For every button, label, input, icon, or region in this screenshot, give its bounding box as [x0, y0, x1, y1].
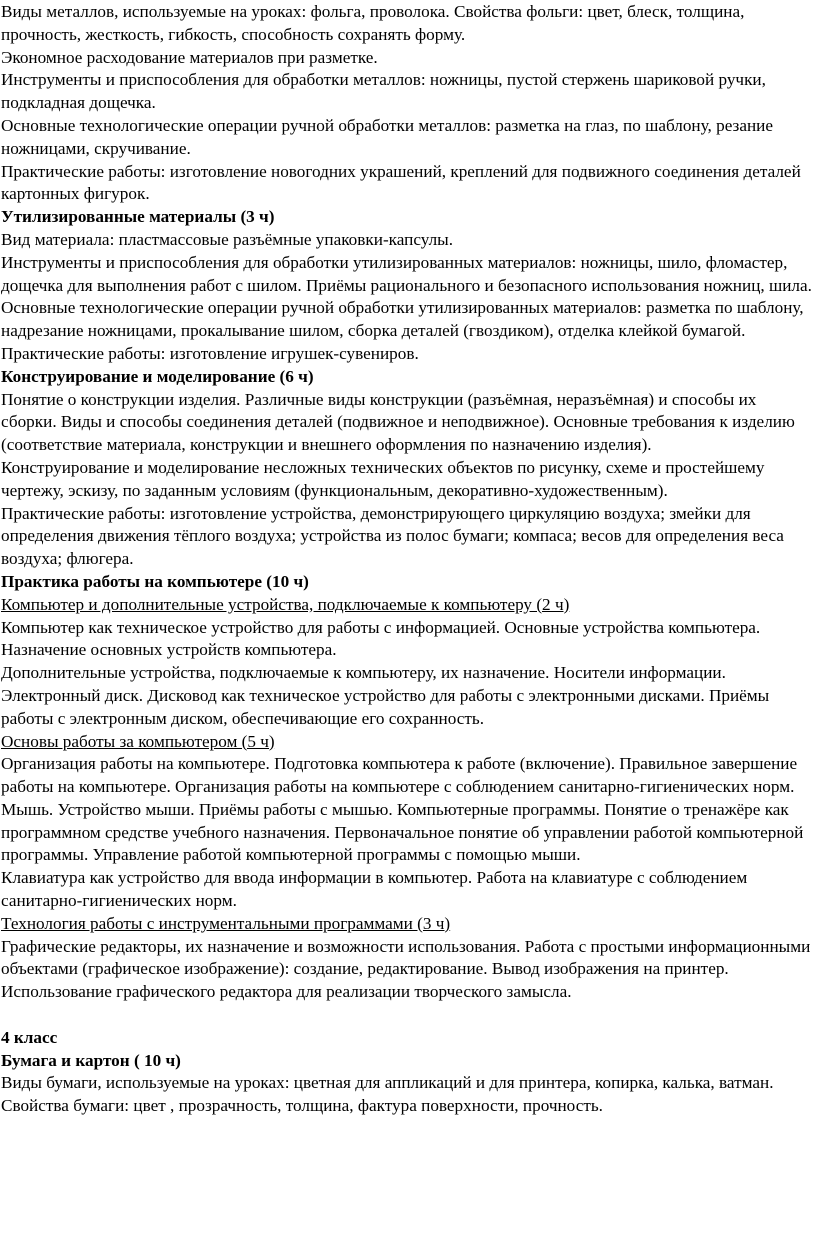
section-heading: 4 класс	[1, 1027, 58, 1047]
body-paragraph: Инструменты и приспособления для обработки металлов: ножницы, пустой стержень шариковой ручки, подкладная дощечка.	[1, 70, 766, 113]
body-paragraph: Практические работы: изготовление новогодних украшений, креплений для подвижного соединения деталей картонных фигурок.	[1, 161, 801, 204]
subsection-heading: Компьютер и дополнительные устройства, подключаемые к компьютеру (2 ч)	[1, 594, 570, 614]
subsection-heading: Технология работы с инструментальными программами (3 ч)	[1, 913, 451, 933]
body-paragraph: Практические работы: изготовление игрушек-сувениров.	[1, 343, 419, 363]
body-paragraph: Основные технологические операции ручной обработки утилизированных материалов: разметка по шаблону, надрезание ножницами, прокалывание шилом, сборка деталей (гвоздиком), отделка клейкой бумагой.	[1, 298, 804, 341]
body-paragraph: Организация работы на компьютере. Подготовка компьютера к работе (включение). Правильное завершение работы на компьютере. Организация работы на компьютере с соблюдением санитарно-гигиенических норм.	[1, 754, 798, 797]
body-paragraph: Конструирование и моделирование несложных технических объектов по рисунку, схеме и простейшему чертежу, эскизу, по заданным условиям (функциональным, декоративно-художественным).	[1, 457, 765, 500]
section-heading: Утилизированные материалы (3 ч)	[1, 207, 275, 227]
body-paragraph: Понятие о конструкции изделия. Различные виды конструкции (разъёмная, неразъёмная) и способы их сборки. Виды и способы соединения деталей (подвижное и неподвижное). Основные требования к изделию (соответствие материала, конструкции и внешнего оформления по назначению изделия).	[1, 389, 795, 455]
body-paragraph: Вид материала: пластмассовые разъёмные упаковки-капсулы.	[1, 229, 454, 249]
body-paragraph: Инструменты и приспособления для обработки утилизированных материалов: ножницы, шило, фломастер, дощечка для выполнения работ с шилом. Приёмы рационального и безопасного использования ножниц, шила.	[1, 252, 812, 295]
section-heading: Бумага и картон ( 10 ч)	[1, 1050, 181, 1070]
body-paragraph: Виды металлов, используемые на уроках: фольга, проволока. Свойства фольги: цвет, блеск, толщина, прочность, жесткость, гибкость, способность сохранять форму.	[1, 2, 745, 44]
body-paragraph: Основные технологические операции ручной обработки металлов: разметка на глаз, по шаблону, резание ножницами, скручивание.	[1, 115, 773, 158]
blank-line	[1, 1004, 815, 1027]
body-paragraph: Мышь. Устройство мыши. Приёмы работы с мышью. Компьютерные программы. Понятие о тренажёре как программном средстве учебного назначения. Первоначальное понятие об управлении работой компьютерной программы. Управление работой компьютерной программы с помощью мыши.	[1, 799, 804, 865]
body-paragraph: Виды бумаги, используемые на уроках: цветная для аппликаций и для принтера, копирка, калька, ватман. Свойства бумаги: цвет , прозрачность, толщина, фактура поверхности, прочность.	[1, 1073, 774, 1116]
body-paragraph: Дополнительные устройства, подключаемые к компьютеру, их назначение. Носители информации. Электронный диск. Дисковод как техническое устройство для работы с электронными дисками. Приёмы работы с электронным диском, обеспечивающие его сохранность.	[1, 663, 770, 728]
subsection-heading: Основы работы за компьютером (5 ч)	[1, 731, 275, 751]
body-paragraph: Экономное расходование материалов при разметке.	[1, 47, 378, 67]
section-heading: Практика работы на компьютере (10 ч)	[1, 571, 309, 591]
section-heading: Конструирование и моделирование (6 ч)	[1, 366, 314, 386]
body-paragraph: Клавиатура как устройство для ввода информации в компьютер. Работа на клавиатуре с соблюдением санитарно-гигиенических норм.	[1, 868, 748, 911]
body-paragraph: Компьютер как техническое устройство для работы с информацией. Основные устройства компьютера. Назначение основных устройств компьютера.	[1, 617, 761, 660]
body-paragraph: Графические редакторы, их назначение и возможности использования. Работа с простыми информационными объектами (графическое изображение): создание, редактирование. Вывод изображения на принтер. Использование графического редактора для реализации творческого замысла.	[1, 936, 811, 1002]
body-paragraph: Практические работы: изготовление устройства, демонстрирующего циркуляцию воздуха; змейки для определения движения тёплого воздуха; устройства из полос бумаги; компаса; весов для определения веса воздуха; флюгера.	[1, 503, 784, 569]
